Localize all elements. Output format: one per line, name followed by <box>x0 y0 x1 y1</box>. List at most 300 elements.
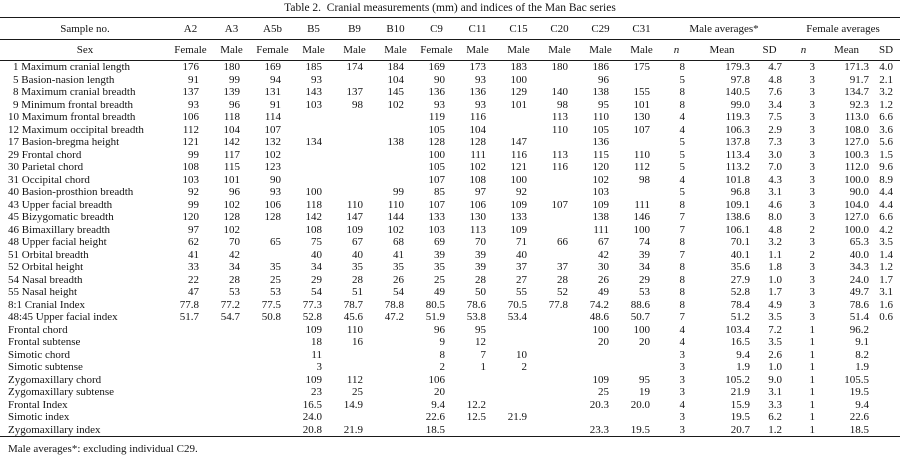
measurement-cell: 174 <box>346 61 363 73</box>
measurement-cell: 109 <box>305 323 322 336</box>
row-label: 12 Maximum occipital breadth <box>8 123 144 136</box>
measurement-cell: 106 <box>264 198 281 211</box>
male-stat-cell: 137.8 <box>725 136 750 148</box>
measurement-cell: 50.8 <box>261 311 281 323</box>
measurement-cell: 12.5 <box>466 411 486 423</box>
measurement-cell <box>170 424 211 437</box>
measurement-cell: 128 <box>428 136 445 148</box>
female-stat-cell: 1 <box>809 348 816 361</box>
measurement-cell <box>539 361 580 374</box>
measurement-cell: 118 <box>305 198 322 211</box>
measurement-cell <box>170 399 211 412</box>
measurement-cell: 77.8 <box>548 298 568 311</box>
measurement-cell: 101 <box>633 98 650 111</box>
female-stat-cell: 90.0 <box>849 186 870 198</box>
female-stat-cell: 3 <box>809 123 816 136</box>
female-stat-cell: 78.6 <box>849 298 870 311</box>
measurement-cell: 115 <box>223 161 240 173</box>
measurement-cell: 107 <box>428 198 445 211</box>
female-stat-cell: 3 <box>809 73 816 86</box>
table-row <box>0 386 900 399</box>
female-stat-cell: 3.5 <box>879 236 894 248</box>
measurement-cell: 77.2 <box>220 298 240 311</box>
male-stat-cell: 1.1 <box>768 248 783 261</box>
female-stat-cell: 1.9 <box>855 361 870 373</box>
measurement-cell <box>211 374 252 387</box>
female-stat-cell: 2.1 <box>879 73 894 86</box>
female-stat-cell: 18.5 <box>821 424 872 437</box>
measurement-cell: 102 <box>469 161 486 173</box>
measurement-cell: 128 <box>264 211 281 223</box>
female-stat-cell: 8.2 <box>855 348 870 361</box>
male-stat-cell: 8 <box>679 261 685 273</box>
measurement-cell: 113 <box>551 111 568 123</box>
male-stat-cell: 7.3 <box>768 136 783 148</box>
measurement-cell <box>375 349 416 362</box>
male-stat-cell: 3.1 <box>768 386 783 398</box>
measurement-cell: 109 <box>510 223 527 236</box>
measurement-cell: 39 <box>434 248 445 261</box>
sex-label: Sex <box>0 40 170 61</box>
female-stat-cell: 3 <box>809 273 816 286</box>
male-stat-cell: 4 <box>679 398 685 411</box>
measurement-cell <box>539 386 580 399</box>
measurement-cell: 40 <box>516 248 527 261</box>
measurement-cell: 22 <box>188 273 199 286</box>
measurement-cell <box>170 324 211 337</box>
row-label: 8:1 Cranial Index <box>8 298 85 311</box>
measurement-cell: 100 <box>428 148 445 161</box>
measurement-cell: 34 <box>311 261 322 273</box>
measurement-cell: 111 <box>593 223 609 236</box>
female-stat-cell: 100.0 <box>844 223 870 236</box>
measurement-cell: 108 <box>469 173 486 186</box>
male-stat-cell: 5 <box>679 73 685 86</box>
measurement-cell <box>580 361 621 374</box>
measurement-cell: 183 <box>510 61 527 73</box>
female-stat-cell: 1 <box>809 411 816 423</box>
row-label: 9 Minimum frontal breadth <box>13 98 134 111</box>
measurement-cell <box>170 349 211 362</box>
measurement-cell: 18.5 <box>416 424 457 437</box>
measurement-cell: 51.9 <box>425 311 445 323</box>
male-stat-cell: 138.6 <box>725 211 750 223</box>
male-stat-cell: 1.0 <box>768 361 783 373</box>
measurement-cell <box>539 424 580 437</box>
measurement-cell <box>334 361 375 374</box>
measurement-cell <box>539 224 580 237</box>
male-stat-cell: 1.0 <box>768 273 783 286</box>
measurement-cell: 123 <box>264 161 281 173</box>
measurement-cell: 112 <box>182 123 199 136</box>
measurement-cell: 20 <box>598 336 609 348</box>
male-stat-cell: 4.8 <box>768 223 783 236</box>
male-stat-cell: 7 <box>679 211 685 223</box>
measurement-cell: 118 <box>223 111 240 123</box>
measurement-cell: 34 <box>229 261 240 273</box>
measurement-cell: 108 <box>305 223 322 236</box>
row-label: 45 Bizygomatic breadth <box>8 211 114 223</box>
measurement-cell: 99 <box>393 186 404 198</box>
male-stat-cell: 4.6 <box>768 198 783 211</box>
measurement-cell <box>211 424 252 437</box>
measurement-cell: 93 <box>475 73 486 86</box>
measurement-cell: 77.5 <box>261 298 281 311</box>
measurement-cell: 96 <box>229 98 240 111</box>
measurement-cell: 39 <box>475 248 486 261</box>
measurement-cell: 28 <box>229 273 240 286</box>
row-label: 55 Nasal height <box>8 286 78 298</box>
stat-header-n: n <box>662 40 691 61</box>
measurement-cell: 155 <box>633 86 650 98</box>
female-stat-cell <box>872 361 900 374</box>
measurement-cell: 53 <box>229 286 240 298</box>
measurement-cell <box>170 336 211 349</box>
measurement-cell: 103 <box>305 98 322 111</box>
measurement-cell <box>334 349 375 362</box>
measurement-cell: 136 <box>428 86 445 98</box>
female-stat-cell: 3 <box>809 186 816 198</box>
measurement-cell: 107 <box>428 173 445 186</box>
measurement-cell <box>498 424 539 437</box>
measurement-cell <box>170 361 211 374</box>
measurement-cell: 30 <box>598 261 609 273</box>
male-stat-cell: 6.2 <box>768 411 783 423</box>
male-stat-cell: 5 <box>679 148 685 161</box>
measurement-cell: 137 <box>346 86 363 98</box>
measurement-cell <box>621 349 662 362</box>
measurement-cell: 100 <box>633 323 650 336</box>
male-stat-cell: 20.7 <box>691 424 753 437</box>
measurement-cell <box>539 211 580 224</box>
measurement-cell <box>334 411 375 424</box>
measurement-cell: 97 <box>475 186 486 198</box>
measurement-cell: 116 <box>510 148 527 161</box>
male-stat-cell: 3.1 <box>768 186 783 198</box>
measurement-cell: 35 <box>352 261 363 273</box>
female-stat-cell: 51.4 <box>849 311 870 323</box>
female-stat-cell <box>872 399 900 412</box>
male-stat-cell: 1.8 <box>768 261 783 273</box>
measurement-cell: 109 <box>346 223 363 236</box>
measurement-cell: 35 <box>393 261 404 273</box>
sample-id-header: B5 <box>293 18 334 40</box>
measurement-cell <box>621 411 662 424</box>
female-stat-cell: 24.0 <box>849 273 870 286</box>
male-stat-cell: 3 <box>679 361 685 373</box>
measurement-cell <box>498 374 539 387</box>
row-label: 43 Upper facial breadth <box>8 198 113 211</box>
measurement-cell: 105 <box>428 123 445 136</box>
measurement-cell: 70 <box>475 236 486 248</box>
measurement-cell <box>334 149 375 162</box>
measurement-cell: 53 <box>270 286 281 298</box>
female-stat-cell <box>872 324 900 337</box>
measurement-cell: 119 <box>428 111 445 123</box>
measurement-cell: 120 <box>592 161 609 173</box>
measurement-cell: 12.2 <box>466 398 486 411</box>
female-stat-cell: 127.0 <box>844 211 870 223</box>
measurement-cell: 52.8 <box>302 311 322 323</box>
male-stat-cell: 21.9 <box>730 386 750 398</box>
sample-id-header: C29 <box>580 18 621 40</box>
measurement-cell: 169 <box>264 61 281 73</box>
measurement-cell: 180 <box>551 61 568 73</box>
sample-id-header: C20 <box>539 18 580 40</box>
measurement-cell <box>621 74 662 87</box>
female-stat-cell: 3 <box>809 136 816 148</box>
female-stat-cell: 3 <box>809 148 816 161</box>
female-stat-cell: 9.4 <box>855 398 870 411</box>
measurement-cell: 29 <box>311 273 322 286</box>
measurement-cell: 52 <box>557 286 568 298</box>
male-stat-cell: 3 <box>679 373 685 386</box>
male-stat-cell: 7 <box>679 248 685 261</box>
measurement-cell: 54 <box>311 286 322 298</box>
measurement-cell <box>375 411 416 424</box>
sex-value: Male <box>621 40 662 61</box>
measurement-cell: 113 <box>469 223 486 236</box>
row-label: Simotic index <box>8 411 70 423</box>
female-stat-cell: 1 <box>809 361 816 373</box>
measurement-cell: 107 <box>633 123 650 136</box>
table-row <box>0 299 900 312</box>
male-averages-header: Male averages* <box>662 18 786 40</box>
measurement-cell: 128 <box>469 136 486 148</box>
measurement-cell: 20 <box>434 386 445 398</box>
measurement-cell: 139 <box>223 86 240 98</box>
male-stat-cell: 106.1 <box>725 223 750 236</box>
measurement-cell <box>375 111 416 124</box>
measurement-cell: 20.8 <box>293 424 334 437</box>
female-stat-cell: 3 <box>809 211 816 223</box>
female-stat-cell: 0.6 <box>879 311 894 323</box>
male-stat-cell: 4.8 <box>768 73 783 86</box>
measurement-cell: 20.3 <box>589 398 609 411</box>
measurement-cell: 131 <box>264 86 281 98</box>
measurement-cell: 117 <box>223 148 240 161</box>
measurement-cell <box>375 399 416 412</box>
measurement-cell: 137 <box>182 86 199 98</box>
measurement-cell: 69 <box>434 236 445 248</box>
male-stat-cell: 8 <box>679 198 685 211</box>
measurement-cell: 116 <box>469 111 486 123</box>
male-stat-cell: 16.5 <box>730 336 750 348</box>
row-label: 30 Parietal chord <box>8 161 84 173</box>
measurement-cell: 99 <box>188 148 199 161</box>
female-stat-cell <box>872 374 900 387</box>
measurement-cell <box>539 399 580 412</box>
sample-header-row <box>0 18 900 40</box>
sex-value: Female <box>416 40 457 61</box>
measurement-cell <box>498 336 539 349</box>
measurement-cell: 28 <box>557 273 568 286</box>
male-stat-cell: 40.1 <box>730 248 750 261</box>
measurement-cell: 138 <box>387 136 404 148</box>
stat-header-mean: Mean <box>821 40 872 61</box>
measurement-cell: 42 <box>229 248 240 261</box>
measurement-cell: 105 <box>428 161 445 173</box>
row-label: 52 Orbital height <box>8 261 84 273</box>
male-stat-cell: 1.9 <box>736 361 750 373</box>
measurement-cell <box>498 399 539 412</box>
measurement-cell <box>252 224 293 237</box>
measurement-cell: 35 <box>434 261 445 273</box>
measurement-cell <box>539 136 580 149</box>
female-stat-cell: 3 <box>809 286 816 298</box>
measurement-cell: 29 <box>639 273 650 286</box>
male-stat-cell: 3 <box>679 348 685 361</box>
measurement-cell <box>375 361 416 374</box>
measurement-cell: 129 <box>510 86 527 98</box>
male-stat-cell: 4 <box>679 173 685 186</box>
table-row <box>0 349 900 362</box>
sample-id-header: A2 <box>170 18 211 40</box>
measurement-cell: 26 <box>393 273 404 286</box>
measurement-cell: 107 <box>551 198 568 211</box>
measurement-cell: 102 <box>223 198 240 211</box>
measurement-cell <box>334 124 375 137</box>
row-label: 48:45 Upper facial index <box>8 311 118 323</box>
measurement-cell <box>375 424 416 437</box>
female-stat-cell: 3 <box>809 236 816 248</box>
female-stat-cell: 3 <box>809 261 816 273</box>
measurement-cell: 136 <box>592 136 609 148</box>
male-stat-cell: 5 <box>679 186 685 198</box>
measurement-cell: 146 <box>633 211 650 223</box>
female-stat-cell: 100.0 <box>844 173 870 186</box>
measurement-cell: 97 <box>188 223 199 236</box>
measurement-cell: 98 <box>557 98 568 111</box>
female-stat-cell: 3 <box>809 61 816 73</box>
measurement-cell: 93 <box>311 73 322 86</box>
measurement-cell: 169 <box>428 61 445 73</box>
male-stat-cell: 109.1 <box>725 198 750 211</box>
measurement-cell <box>539 249 580 262</box>
measurement-cell: 113 <box>551 148 568 161</box>
measurement-cell <box>375 336 416 349</box>
measurement-cell: 101 <box>510 98 527 111</box>
measurement-cell <box>211 361 252 374</box>
male-stat-cell: 51.2 <box>730 311 750 323</box>
measurement-cell: 102 <box>592 173 609 186</box>
measurement-cell: 98 <box>639 173 650 186</box>
measurement-cell: 121 <box>182 136 199 148</box>
measurement-cell: 128 <box>223 211 240 223</box>
measurement-cell: 49 <box>598 286 609 298</box>
male-stat-cell: 7 <box>679 223 685 236</box>
measurement-cell: 93 <box>475 98 486 111</box>
male-stat-cell: 8 <box>679 298 685 311</box>
measurement-cell: 91 <box>188 73 199 86</box>
measurement-cell <box>457 386 498 399</box>
row-label: 10 Maximum frontal breadth <box>8 111 136 123</box>
sample-id-header: C15 <box>498 18 539 40</box>
measurement-cell: 90 <box>270 173 281 186</box>
male-stat-cell: 4 <box>679 323 685 336</box>
measurement-cell: 109 <box>305 373 322 386</box>
table-row <box>0 111 900 124</box>
male-stat-cell: 3.3 <box>768 398 783 411</box>
female-stat-cell: 1 <box>786 424 821 437</box>
male-stat-cell: 4 <box>679 336 685 348</box>
measurement-cell: 100 <box>510 173 527 186</box>
measurement-cell: 9 <box>439 336 445 348</box>
female-stat-cell: 2 <box>809 248 816 261</box>
measurement-cell <box>211 411 252 424</box>
measurement-cell: 67 <box>598 236 609 248</box>
measurement-cell: 80.5 <box>425 298 445 311</box>
male-stat-cell: 78.4 <box>730 298 750 311</box>
female-stat-cell: 1 <box>809 398 816 411</box>
measurement-cell: 100 <box>510 73 527 86</box>
male-stat-cell: 106.3 <box>725 123 750 136</box>
measurement-cell: 37 <box>516 261 527 273</box>
female-stat-cell: 34.3 <box>849 261 870 273</box>
measurement-cell: 95 <box>598 98 609 111</box>
measurement-cell: 78.8 <box>384 298 404 311</box>
measurement-cell <box>252 424 293 437</box>
measurement-cell: 41 <box>393 248 404 261</box>
measurement-cell: 25 <box>270 273 281 286</box>
table-row <box>0 261 900 274</box>
measurement-cell <box>211 386 252 399</box>
female-stat-cell: 104.0 <box>844 198 870 211</box>
male-stat-cell: 7.6 <box>768 86 783 98</box>
measurement-cell: 133 <box>510 211 527 223</box>
measurement-cell <box>211 336 252 349</box>
measurement-cell: 100 <box>633 223 650 236</box>
measurement-cell <box>539 336 580 349</box>
female-stat-cell <box>872 411 900 424</box>
measurement-cell: 75 <box>311 236 322 248</box>
measurement-cell: 7 <box>480 348 486 361</box>
female-stat-cell: 3 <box>809 298 816 311</box>
measurement-cell <box>293 111 334 124</box>
measurement-cell: 96 <box>434 323 445 336</box>
table-row <box>0 249 900 262</box>
row-label: Simotic subtense <box>8 361 83 373</box>
measurement-cell: 109 <box>510 198 527 211</box>
measurement-cell: 102 <box>387 223 404 236</box>
measurement-cell: 23 <box>311 386 322 398</box>
measurement-cell: 39 <box>475 261 486 273</box>
male-stat-cell: 3 <box>662 424 691 437</box>
measurement-cell <box>170 386 211 399</box>
measurement-cell: 98 <box>352 98 363 111</box>
table-footnote: Male averages*: excluding individual C29. <box>8 443 198 455</box>
measurement-cell: 45.6 <box>343 311 363 323</box>
measurement-cell <box>334 136 375 149</box>
measurement-cell: 100 <box>305 186 322 198</box>
measurement-cell: 67 <box>352 236 363 248</box>
measurement-cell <box>334 161 375 174</box>
measurement-cell <box>457 424 498 437</box>
female-stat-cell: 49.7 <box>849 286 870 298</box>
measurement-cell: 35 <box>270 261 281 273</box>
measurement-cell: 55 <box>516 286 527 298</box>
corner-label: Sample no. <box>0 18 170 40</box>
female-stat-cell: 4.2 <box>879 223 894 236</box>
measurement-cell: 19.5 <box>621 424 662 437</box>
measurement-cell <box>621 136 662 149</box>
female-stat-cell: 105.5 <box>844 373 870 386</box>
sex-value: Female <box>170 40 211 61</box>
sample-id-header: B10 <box>375 18 416 40</box>
measurement-cell: 23.3 <box>580 424 621 437</box>
measurement-cell: 18 <box>311 336 322 348</box>
male-stat-cell: 8 <box>679 236 685 248</box>
